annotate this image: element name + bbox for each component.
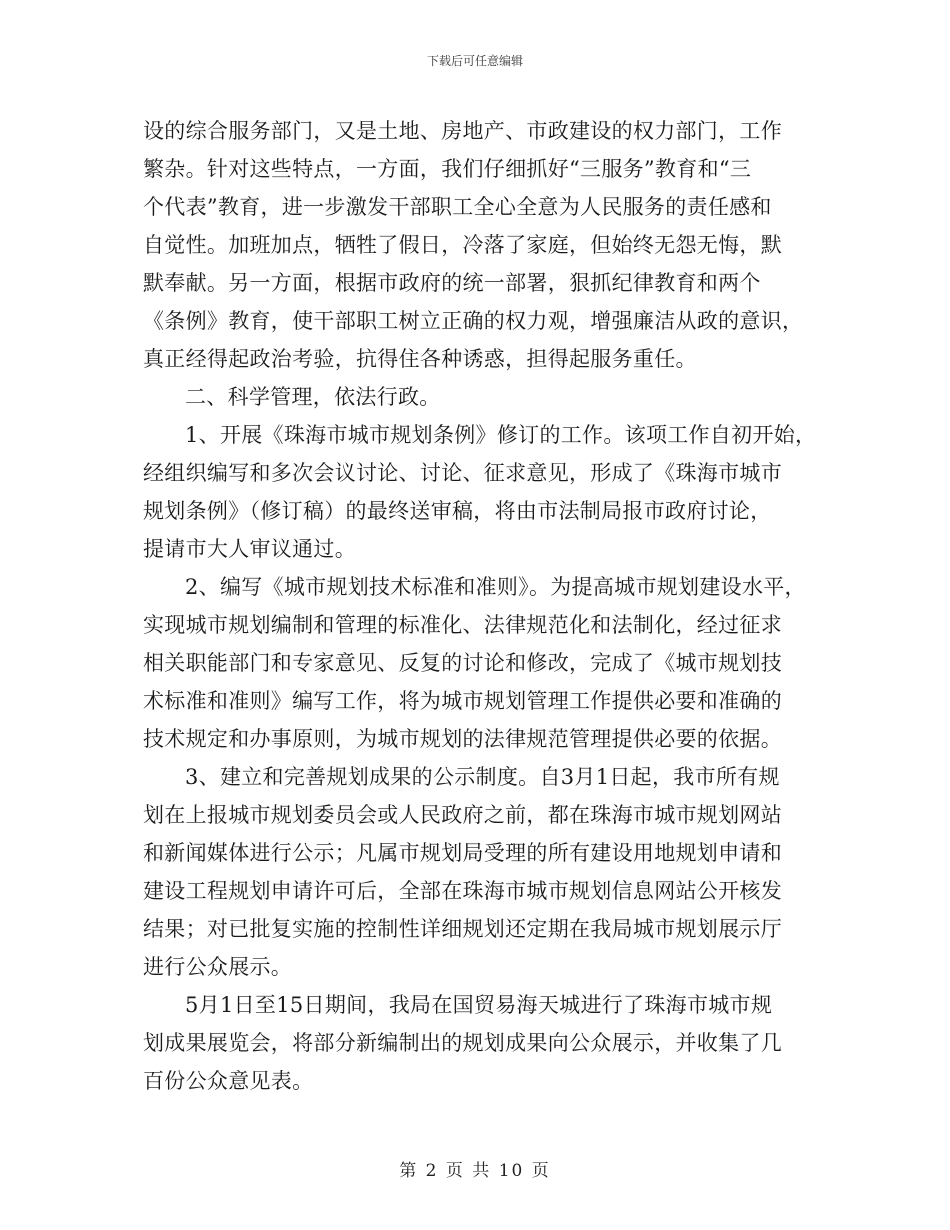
text-line: 繁杂。针对这些特点，一方面，我们仔细抓好“三服务”教育和“三 <box>143 157 752 181</box>
document-body <box>143 112 833 1100</box>
text-line: 规划条例》（修订稿）的最终送审稿，将由市法制局报市政府讨论， <box>143 499 772 523</box>
text-line: 划成果展览会，将部分新编制出的规划成果向公众展示，并收集了几 <box>143 1031 782 1055</box>
text-line: 和新闻媒体进行公示；凡属市规划局受理的所有建设用地规划申请和 <box>143 841 782 865</box>
text-line: 个代表”教育，进一步激发干部职工全心全意为人民服务的责任感和 <box>143 195 772 219</box>
text-line: 设的综合服务部门，又是土地、房地产、市政建设的权力部门，工作 <box>143 119 782 143</box>
text-line: 默奉献。另一方面，根据市政府的统一部署，狠抓纪律教育和两个 <box>143 271 761 295</box>
text-line: 术标准和准则》编写工作，将为城市规划管理工作提供必要和准确的 <box>143 689 782 713</box>
text-line: 技术规定和办事原则，为城市规划的法律规范管理提供必要的依据。 <box>143 727 782 751</box>
text-line: 进行公众展示。 <box>143 955 293 979</box>
page-header: 下载后可任意编辑 <box>426 54 523 68</box>
section-heading: 二、科学管理，依法行政。 <box>185 385 441 409</box>
paragraph-start: 2、编写《城市规划技术标准和准则》。为提高城市规划建设水平， <box>185 575 806 599</box>
text-line: 经组织编写和多次会议讨论、讨论、征求意见，形成了《珠海市城市 <box>143 461 782 485</box>
text-line: 提请市大人审议通过。 <box>143 537 356 561</box>
text-line: 相关职能部门和专家意见、反复的讨论和修改，完成了《城市规划技 <box>143 651 782 675</box>
text-line: 结果；对已批复实施的控制性详细规划还定期在我局城市规划展示厅 <box>143 917 782 941</box>
text-line: 真正经得起政治考验，抗得住各种诱惑，担得起服务重任。 <box>143 347 697 371</box>
paragraph-start: 1、开展《珠海市城市规划条例》修订的工作。该项工作自初开始， <box>185 423 817 447</box>
text-line: 建设工程规划申请许可后，全部在珠海市城市规划信息网站公开核发 <box>143 879 782 903</box>
text-line: 《条例》教育，使干部职工树立正确的权力观，增强廉洁从政的意识， <box>143 309 804 333</box>
text-line: 划在上报城市规划委员会或人民政府之前，都在珠海市城市规划网站 <box>143 803 782 827</box>
page-footer: 第 2 页 共 10 页 <box>399 1161 551 1181</box>
text-line: 百份公众意见表。 <box>143 1069 314 1093</box>
text-line: 自觉性。加班加点，牺牲了假日，冷落了家庭，但始终无怨无悔，默 <box>143 233 782 257</box>
text-line: 实现城市规划编制和管理的标准化、法律规范化和法制化，经过征求 <box>143 613 782 637</box>
paragraph-start: 3、建立和完善规划成果的公示制度。自3月1日起，我市所有规 <box>185 765 780 789</box>
paragraph-start: 5月1日至15日期间，我局在国贸易海天城进行了珠海市城市规 <box>185 993 773 1017</box>
